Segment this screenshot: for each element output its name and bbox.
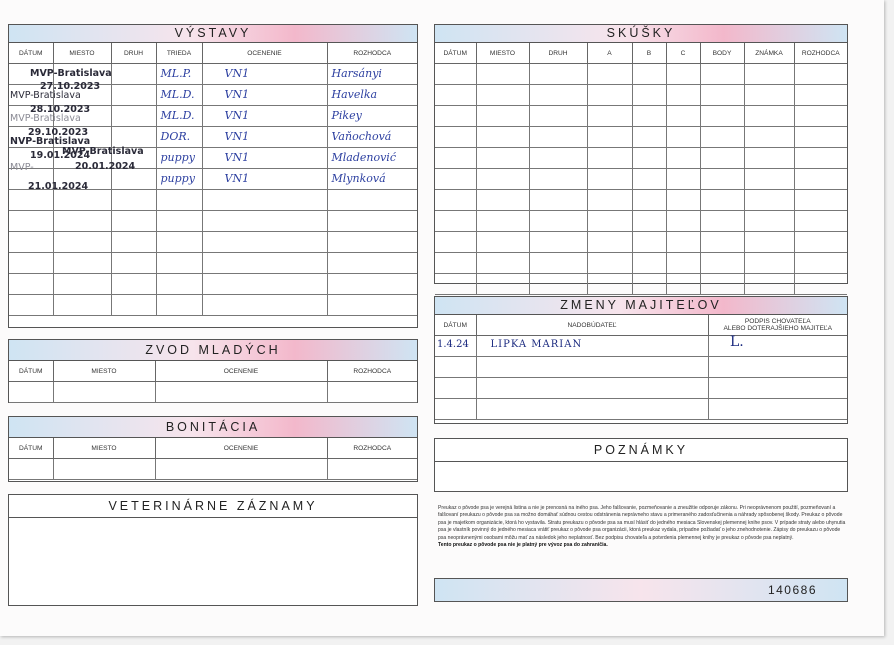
zmeny-table — [435, 315, 847, 420]
table-row — [9, 459, 417, 480]
show-stamp: MVP-Bratislava — [30, 68, 112, 79]
col-ocenenie: OCENENIE — [155, 361, 327, 382]
table-row — [435, 336, 847, 357]
col-ocenenie: OCENENIE — [155, 438, 327, 459]
legal-notice — [438, 505, 846, 549]
col-nadobudatel: NADOBÚDATEĽ — [476, 315, 708, 336]
table-row — [435, 127, 847, 148]
table-row — [435, 378, 847, 399]
table-row — [435, 169, 847, 190]
col-body: BODY — [700, 43, 744, 64]
col-druh: DRUH — [529, 43, 587, 64]
table-row — [435, 253, 847, 274]
vystavy-title: VÝSTAVY — [9, 25, 417, 43]
show-stamp: NVP-Bratislava — [10, 136, 91, 147]
table-row — [9, 295, 417, 316]
table-row — [435, 232, 847, 253]
table-row — [9, 253, 417, 274]
handwritten-ocenenie: VN1 — [224, 109, 250, 122]
handwritten-trieda: ML.D. — [160, 88, 195, 101]
col-a: A — [587, 43, 632, 64]
legal-text: Preukaz o pôvode psa je verejná listina a nie je prenosná na iného psa. Jeho falšovanie, pozmeňovanie a zneužitie odporuje zákonu. Pri neoprávnenom použití, pozmeňovaní a falšovaní preukazu o pôvode psa sa možno domáhať súdnou cestou odstránenia neprávneho stavu a primeraného zadosťučinenia a náhrady spôsobenej škody. Preukaz o pôvode psa je majetkom organizácie, ktorá ho vystavila. Stratu preukazu o pôvode psa sa musí hlásiť do jedného mesiaca Slovenskej plemennej knihe psov. V prípade straty alebo uhynutia psa je vlastník povinný do jedného mesiaca vrátiť preukaz o pôvode psa organizácii, ktorá preukaz vydala, prípadne požiadať o jeho znehodnotenie. Zápisy do preukazu o pôvode psa neoprávnenými osobami môžu mať za následok jeho neplatnosť. Bez podpisu chovateľa a potvrdenia plemennej knihy je preukaz o pôvode psa neplatný. — [438, 505, 846, 541]
show-stamp: MVP-Bratislava — [10, 113, 81, 124]
table-row — [435, 148, 847, 169]
show-stamp: MVP-Bratislava — [62, 146, 144, 157]
handwritten-trieda: DOR. — [160, 130, 191, 143]
show-stamp: 27.10.2023 — [40, 81, 101, 92]
owner-signature-cell — [708, 336, 847, 357]
col-datum: DÁTUM — [9, 43, 53, 64]
col-rozhodca: ROZHODCA — [794, 43, 847, 64]
table-row — [9, 382, 417, 403]
col-trieda: TRIEDA — [156, 43, 202, 64]
col-znamka: ZNÁMKA — [744, 43, 794, 64]
legal-bold-notice: Tento preukaz o pôvode psa nie je platný pre vývoz psa do zahraničia. — [438, 542, 608, 549]
col-datum: DÁTUM — [435, 315, 476, 336]
col-datum: DÁTUM — [9, 438, 53, 459]
table-row — [435, 274, 847, 295]
serial-number: 140686 — [767, 583, 817, 597]
table-row — [435, 357, 847, 378]
show-stamp: 29.10.2023 — [28, 127, 89, 138]
col-rozhodca: ROZHODCA — [327, 438, 417, 459]
table-row — [435, 64, 847, 85]
col-podpis: PODPIS CHOVATEĽA ALEBO DOTERAJŠIEHO MAJITEĽA — [708, 315, 847, 336]
show-stamp: 21.01.2024 — [28, 181, 89, 192]
table-row — [9, 190, 417, 211]
handwritten-trieda: puppy — [160, 151, 195, 164]
poznamky-section — [434, 438, 848, 492]
col-druh: DRUH — [111, 43, 156, 64]
handwritten-ocenenie: VN1 — [224, 151, 250, 164]
col-miesto: MIESTO — [53, 43, 111, 64]
handwritten-trieda: ML.D. — [160, 109, 195, 122]
col-datum: DÁTUM — [435, 43, 476, 64]
handwritten-ocenenie: VN1 — [224, 172, 250, 185]
handwritten-ocenenie: VN1 — [224, 67, 250, 80]
bonitacia-title: BONITÁCIA — [9, 417, 417, 438]
veterinarne-title: VETERINÁRNE ZÁZNAMY — [9, 495, 417, 518]
zmeny-title: ZMENY MAJITEĽOV — [435, 297, 847, 315]
table-row — [435, 399, 847, 420]
handwritten-rozhodca: Harsányi — [331, 67, 382, 80]
table-row — [9, 211, 417, 232]
handwritten-trieda: puppy — [160, 172, 195, 185]
table-row — [435, 85, 847, 106]
show-stamp: 28.10.2023 — [30, 104, 91, 115]
show-stamp: MVP- — [10, 162, 34, 173]
handwritten-rozhodca: Vaňochová — [331, 130, 392, 143]
bonitacia-section — [8, 416, 418, 482]
col-b: B — [632, 43, 666, 64]
handwritten-trieda: ML.P. — [160, 67, 192, 80]
handwritten-rozhodca: Mlynková — [331, 172, 386, 185]
owner-name: LIPKA MARIAN — [476, 336, 708, 357]
zvod-table — [9, 361, 417, 403]
zmeny-section — [434, 296, 848, 424]
show-stamp: 19.01.2024 — [30, 150, 91, 161]
handwritten-rozhodca: Mladenović — [331, 151, 396, 164]
col-c: C — [666, 43, 700, 64]
skusky-section — [434, 24, 848, 284]
skusky-title: SKÚŠKY — [435, 25, 847, 43]
show-stamp: 20.01.2024 — [75, 161, 136, 172]
col-ocenenie: OCENENIE — [202, 43, 327, 64]
col-miesto: MIESTO — [476, 43, 529, 64]
poznamky-title: POZNÁMKY — [435, 439, 847, 462]
table-row — [435, 211, 847, 232]
table-row — [9, 232, 417, 253]
serial-box — [434, 578, 848, 602]
table-row — [435, 190, 847, 211]
skusky-table — [435, 43, 847, 295]
handwritten-rozhodca: Pikey — [331, 109, 362, 122]
table-row — [9, 274, 417, 295]
veterinarne-section — [8, 494, 418, 606]
bonitacia-table — [9, 438, 417, 480]
owner-signature: L. — [730, 334, 744, 350]
table-row — [435, 106, 847, 127]
show-stamp: MVP-Bratislava — [10, 90, 81, 101]
zvod-title: ZVOD MLADÝCH — [9, 340, 417, 361]
col-datum: DÁTUM — [9, 361, 53, 382]
handwritten-ocenenie: VN1 — [224, 130, 250, 143]
col-rozhodca: ROZHODCA — [327, 43, 417, 64]
col-miesto: MIESTO — [53, 438, 155, 459]
owner-date: 1.4.24 — [435, 336, 476, 357]
handwritten-rozhodca: Havelka — [331, 88, 378, 101]
col-miesto: MIESTO — [53, 361, 155, 382]
zvod-section — [8, 339, 418, 403]
col-rozhodca: ROZHODCA — [327, 361, 417, 382]
handwritten-ocenenie: VN1 — [224, 88, 250, 101]
